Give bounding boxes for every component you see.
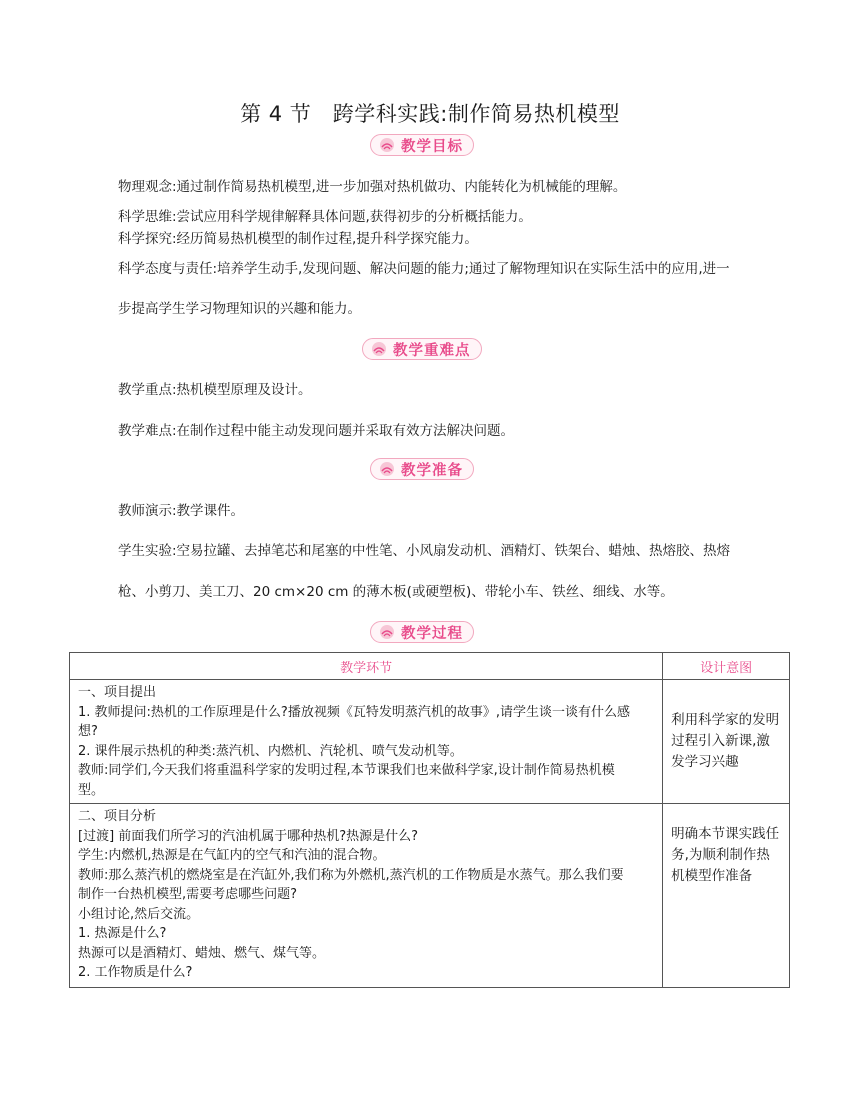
step-heading: 二、项目分析 bbox=[78, 809, 157, 824]
intent-line: 利用科学家的发明 bbox=[671, 712, 780, 728]
table-header-row bbox=[70, 653, 790, 680]
section-heading-goals bbox=[370, 134, 474, 156]
intent-cell bbox=[663, 680, 790, 804]
intent-line: 过程引入新课,激 bbox=[671, 733, 770, 749]
goal-physics: 物理观念:通过制作简易热机模型,进一步加强对热机做功、内能转化为机械能的理解。 bbox=[118, 179, 627, 195]
table-row bbox=[70, 804, 790, 988]
swirl-icon bbox=[371, 341, 387, 357]
intent-cell bbox=[663, 804, 790, 988]
intent-line: 务,为顺利制作热 bbox=[671, 847, 770, 863]
section-heading-label: 教学重难点 bbox=[393, 342, 471, 359]
step-line: 教师:那么蒸汽机的燃烧室是在汽缸外,我们称为外燃机,蒸汽机的工作物质是水蒸气。那么我们要 bbox=[78, 867, 624, 883]
process-table bbox=[69, 652, 790, 988]
step-line: 教师:同学们,今天我们将重温科学家的发明过程,本节课我们也来做科学家,设计制作简易热机模 bbox=[78, 763, 615, 778]
table-row bbox=[70, 680, 790, 804]
difficult-point: 教学难点:在制作过程中能主动发现问题并采取有效方法解决问题。 bbox=[118, 423, 515, 439]
step-line: 小组讨论,然后交流。 bbox=[78, 906, 200, 922]
header-design-intent: 设计意图 bbox=[663, 653, 790, 680]
goal-attitude-cont: 步提高学生学习物理知识的兴趣和能力。 bbox=[118, 301, 361, 317]
step-content-cell bbox=[70, 680, 663, 804]
goal-inquiry: 科学探究:经历简易热机模型的制作过程,提升科学探究能力。 bbox=[118, 231, 478, 247]
step-line: 1. 热源是什么? bbox=[78, 926, 167, 941]
swirl-icon bbox=[379, 624, 395, 640]
step-line: 2. 课件展示热机的种类:蒸汽机、内燃机、汽轮机、喷气发动机等。 bbox=[78, 743, 463, 759]
intent-line: 机模型作准备 bbox=[671, 868, 753, 884]
step-line: 想? bbox=[78, 724, 98, 739]
goal-attitude: 科学态度与责任:培养学生动手,发现问题、解决问题的能力;通过了解物理知识在实际生活中的应用,进一 bbox=[118, 261, 730, 277]
header-teaching-step: 教学环节 bbox=[70, 653, 663, 680]
goal-thinking: 科学思维:尝试应用科学规律解释具体问题,获得初步的分析概括能力。 bbox=[118, 209, 532, 225]
swirl-icon bbox=[379, 461, 395, 477]
intent-line: 发学习兴趣 bbox=[671, 754, 739, 770]
section-heading-process bbox=[370, 621, 474, 643]
prep-student-cont: 枪、小剪刀、美工刀、20 cm×20 cm 的薄木板(或硬塑板)、带轮小车、铁丝、细线、水等。 bbox=[118, 584, 674, 600]
section-heading-label: 教学过程 bbox=[401, 625, 463, 642]
section-heading-label: 教学准备 bbox=[401, 462, 463, 479]
step-line: [过渡] 前面我们所学习的汽油机属于哪种热机?热源是什么? bbox=[78, 828, 419, 844]
section-heading-prep bbox=[370, 458, 474, 480]
page-title: 第 4 节 跨学科实践:制作简易热机模型 bbox=[240, 102, 620, 126]
step-line: 型。 bbox=[78, 782, 105, 798]
step-content-cell bbox=[70, 804, 663, 988]
prep-teacher: 教师演示:教学课件。 bbox=[118, 503, 245, 519]
swirl-icon bbox=[379, 137, 395, 153]
step-line: 制作一台热机模型,需要考虑哪些问题? bbox=[78, 887, 298, 902]
step-line: 1. 教师提问:热机的工作原理是什么?播放视频《瓦特发明蒸汽机的故事》,请学生谈一谈有什么感 bbox=[78, 704, 630, 720]
step-line: 学生:内燃机,热源是在气缸内的空气和汽油的混合物。 bbox=[78, 848, 386, 863]
step-line: 2. 工作物质是什么? bbox=[78, 965, 193, 980]
step-heading: 一、项目提出 bbox=[78, 685, 157, 700]
section-heading-keypoints bbox=[362, 338, 482, 360]
intent-line: 明确本节课实践任 bbox=[671, 826, 780, 842]
step-line: 热源可以是酒精灯、蜡烛、燃气、煤气等。 bbox=[78, 945, 326, 961]
key-point: 教学重点:热机模型原理及设计。 bbox=[118, 382, 312, 398]
section-heading-label: 教学目标 bbox=[401, 138, 463, 155]
prep-student: 学生实验:空易拉罐、去掉笔芯和尾塞的中性笔、小风扇发动机、酒精灯、铁架台、蜡烛、热熔胶、热熔 bbox=[118, 543, 731, 559]
